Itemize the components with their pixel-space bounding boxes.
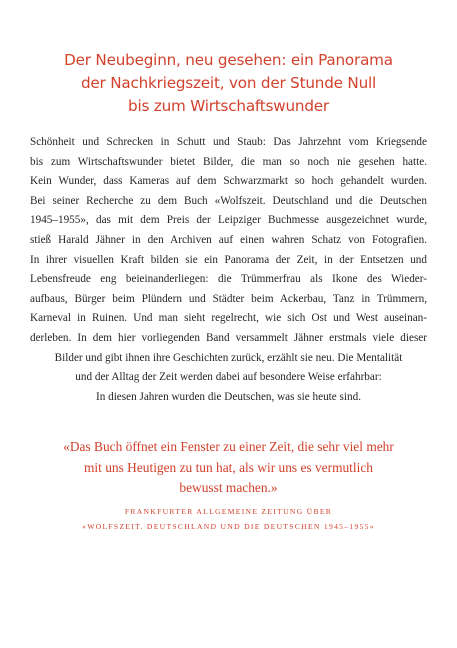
source-line: FRANKFURTER ALLGEMEINE ZEITUNG ÜBER	[124, 507, 333, 516]
paragraph-line: 1945–1955», das mit dem Preis der Leipziger Buchmesse ausgezeichnet wurde,	[30, 214, 427, 227]
paragraph-line: Bilder und gibt ihnen ihre Geschichten zurück, erzählt sie neu. Die Mentalität	[54, 351, 403, 364]
press-quote	[30, 437, 427, 499]
paragraph-line: Bei seiner Recherche zu dem Buch «Wolfszeit. Deutschland und die Deutschen	[30, 194, 427, 207]
headline	[30, 49, 427, 118]
quote-line: mit uns Heutigen zu tun hat, als wir uns es vermutlich	[84, 459, 373, 475]
headline-line: Der Neubeginn, neu gesehen: ein Panorama	[64, 51, 393, 69]
headline-line: bis zum Wirtschaftswunder	[128, 97, 329, 115]
source-line: «WOLFSZEIT. DEUTSCHLAND UND DIE DEUTSCHEN 1945–1955»	[82, 521, 375, 531]
quote-line: «Das Buch öffnet ein Fenster zu einer Zeit, die sehr viel mehr	[63, 439, 394, 454]
paragraph-line: Schönheit und Schrecken in Schutt und Staub: Das Jahrzehnt vom Kriegsende	[30, 136, 427, 148]
paragraph-line: Lebensfreude eng beieinanderliegen: die Trümmerfrau als Ikone des Wieder-	[30, 273, 427, 286]
description-paragraph	[30, 133, 427, 407]
paragraph-line: In ihrer visuellen Kraft bilden sie ein Panorama der Zeit, in der Entsetzen und	[30, 253, 427, 266]
headline-line: der Nachkriegszeit, von der Stunde Null	[80, 74, 377, 92]
paragraph-line: aufbaus, Bürger beim Plündern und Städter beim Ackerbau, Tanz in Trümmern,	[30, 292, 427, 305]
paragraph-line: derleben. In dem hier vorliegenden Band versammelt Jähner erstmals viele dieser	[30, 331, 427, 344]
quote-line: bewusst machen.»	[179, 480, 278, 496]
paragraph-line: In diesen Jahren wurden die Deutschen, was sie heute sind.	[95, 390, 361, 403]
paragraph-line: bis zum Wirtschaftswunder bietet Bilder, die man so noch nie gesehen hatte.	[30, 155, 427, 168]
paragraph-line: Kein Wunder, dass Kameras auf dem Schwarzmarkt so hoch gehandelt wurden.	[30, 175, 427, 188]
paragraph-line: stieß Harald Jähner in den Archiven auf einen wahren Schatz von Fotografien.	[30, 233, 427, 246]
paragraph-line: und der Alltag der Zeit werden dabei auf besondere Weise erfahrbar:	[75, 371, 382, 384]
quote-source	[30, 505, 427, 534]
paragraph-line: Karneval in Ruinen. Und man sieht regelrecht, wie sich Ost und West auseinan-	[30, 312, 427, 325]
